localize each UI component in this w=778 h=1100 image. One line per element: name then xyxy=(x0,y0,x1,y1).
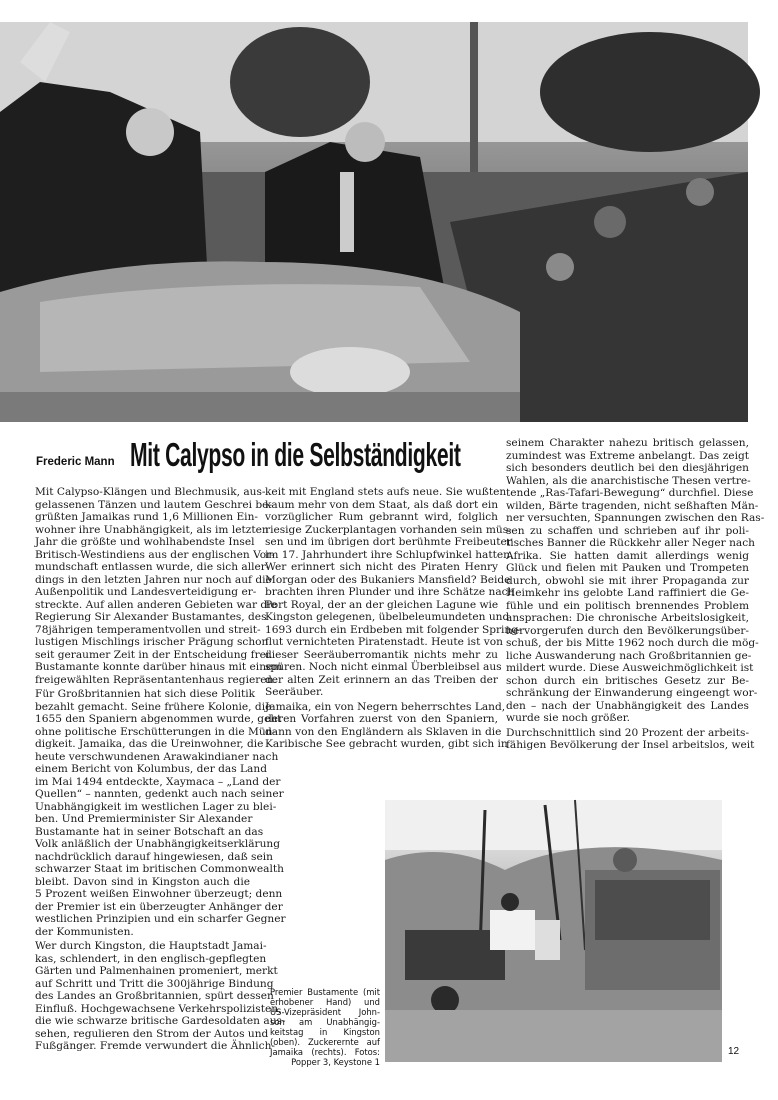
text-line: Morgan oder des Bukaniers Mansfield? Beide xyxy=(265,573,511,586)
text-line: auf Schritt und Tritt die 300jährige Bindung xyxy=(35,977,274,990)
text-line: hervorgerufen durch den Bevölkerungsüber- xyxy=(506,624,749,637)
text-line: der alten Zeit erinnern an das Treiben der xyxy=(265,673,498,686)
text-line: durch, obwohl sie mit ihrer Propaganda zur xyxy=(506,574,749,587)
text-line: 1655 den Spaniern abgenommen wurde, geht xyxy=(35,713,282,725)
text-line: gelassenen Tänzen und lautem Geschrei be- xyxy=(35,498,273,511)
text-line: der Premier ist ein überzeugter Anhänger der xyxy=(35,900,283,913)
paragraph xyxy=(35,688,286,938)
text-line: Seeräuber. xyxy=(265,686,324,698)
text-line: die wie schwarze britische Gardesoldaten aus- xyxy=(35,1015,286,1027)
text-line: Wer durch Kingston, die Hauptstadt Jamai- xyxy=(35,940,267,952)
page-number: 12 xyxy=(728,1046,740,1057)
text-line: der Kommunisten. xyxy=(35,925,134,938)
text-line: Heimkehr ins gelobte Land raffiniert die Ge- xyxy=(506,587,749,599)
paragraph xyxy=(506,437,765,725)
text-line: seinem Charakter nahezu britisch gelassen, xyxy=(506,437,749,449)
paragraph xyxy=(35,940,286,1053)
caption-line: US-Vizepräsident John- xyxy=(270,1007,380,1017)
text-line: Fußgänger. Fremde verwundert die Ähnlich- xyxy=(35,1040,275,1052)
text-line: ohne politische Erschütterungen in die Mün- xyxy=(35,725,277,738)
caption-line: Popper 3, Keystone 1 xyxy=(291,1057,380,1067)
text-line: Außenpolitik und Landesverteidigung er- xyxy=(35,586,257,598)
text-line: Karibische See gebracht wurden, gibt sich in xyxy=(265,738,508,750)
text-line: liche Auswanderung nach Großbritannien ge- xyxy=(506,649,752,662)
caption-line: Premier Bustamente (mit xyxy=(270,987,380,997)
text-line: vorzüglicher Rum gebrannt wird, folglich xyxy=(265,511,498,523)
text-line: Gärten und Palmenhainen promeniert, merkt xyxy=(35,965,278,977)
text-line: tende „Ras-Tafari-Bewegung“ durchfiel. Diese xyxy=(506,487,754,499)
text-line: Britisch-Westindiens aus der englischen Vor- xyxy=(35,548,275,561)
photo-caption xyxy=(270,987,380,1067)
text-line: sehen, regulieren den Strom der Autos und xyxy=(35,1027,269,1040)
text-line: Einfluß. Hochgewachsene Verkehrspolizisten, xyxy=(35,1002,282,1015)
text-line: grüßten Jamaikas rund 1,6 Millionen Ein- xyxy=(35,511,258,523)
text-line: spüren. Noch nicht einmal Überbleibsel aus xyxy=(265,661,502,673)
text-line: wilden, Bärte tragenden, nicht seßhaften Män- xyxy=(506,499,759,512)
text-line: riesige Zuckerplantagen vorhanden sein müs- xyxy=(265,523,512,536)
text-line: deren Vorfahren zuerst von den Spaniern, xyxy=(265,713,498,725)
text-line: einem Bericht von Kolumbus, der das Land xyxy=(35,763,267,775)
text-line: Glück und fielen mit Pauken und Trompeten xyxy=(506,562,749,574)
paragraph xyxy=(265,700,508,751)
text-line: schwarzer Staat im britischen Commonwealth xyxy=(35,863,284,875)
text-line: Durchschnittlich sind 20 Prozent der arbeits- xyxy=(506,726,750,739)
text-line: sen zu schaffen und schrieben auf ihr poli- xyxy=(506,524,749,537)
text-line: im Mai 1494 entdeckte, Xaymaca – „Land der xyxy=(35,775,281,788)
text-line: wurde sie noch größer. xyxy=(506,712,630,724)
text-line: mundschaft entlassen wurde, die sich aller- xyxy=(35,561,270,573)
paragraph xyxy=(35,486,283,686)
text-line: Regierung Sir Alexander Bustamantes, des xyxy=(35,611,267,623)
caption-line: (oben). Zuckerernte auf xyxy=(270,1037,380,1047)
text-line: Port Royal, der an der gleichen Lagune wie xyxy=(265,598,499,611)
text-line: Kingston gelegenen, übelbeleumundeten und xyxy=(265,611,510,623)
text-line: ansprachen: Die chronische Arbeitslosigkeit, xyxy=(506,612,749,624)
text-line: ner versuchten, Spannungen zwischen den Ras- xyxy=(506,512,765,524)
photo-motorcade-kingston xyxy=(0,22,748,422)
text-line: kaum mehr von dem Staat, als daß dort ein xyxy=(265,498,499,511)
caption-line: Jamaika (rechts). Fotos: xyxy=(270,1047,380,1057)
text-line: Wahlen, als die anarchistische Thesen vertre- xyxy=(506,474,751,487)
text-line: fühle und ein politisch brennendes Problem xyxy=(506,599,749,612)
text-line: bleibt. Davon sind in Kingston auch die xyxy=(35,875,250,888)
text-line: dings in den letzten Jahren nur noch auf die xyxy=(35,573,272,586)
text-line: heute verschwundenen Arawakindianer nach xyxy=(35,750,279,763)
text-line: Quellen“ – nannten, gedenkt auch nach seiner xyxy=(35,788,284,800)
text-line: zumindest was Extreme anbelangt. Das zeigt xyxy=(506,449,749,462)
text-line: digkeit. Jamaika, das die Ureinwohner, die xyxy=(35,738,264,750)
text-line: schränkung der Einwanderung eingeengt wor- xyxy=(506,687,758,699)
text-line: Unabhängigkeit im westlichen Lager zu blei- xyxy=(35,800,277,813)
text-line: Bustamante konnte darüber hinaus mit einem xyxy=(35,661,283,673)
text-line: Volk anläßlich der Unabhängigkeitserklärung xyxy=(35,838,281,850)
caption-line: erhobener Hand) und xyxy=(270,997,380,1007)
text-line: nachdrücklich darauf hingewiesen, daß sein xyxy=(35,850,273,863)
text-line: westlichen Prinzipien und ein scharfer Gegner xyxy=(35,913,286,925)
text-line: lustigen Mischlings irischer Prägung schon xyxy=(35,636,269,648)
text-line: sich besonders deutlich bei den diesjährigen xyxy=(506,462,749,474)
text-line: tisches Banner die Rückkehr aller Neger nach xyxy=(506,537,755,549)
article-headline: Mit Calypso in die Selbständigkeit xyxy=(130,436,461,473)
paragraph xyxy=(506,726,755,752)
text-line: Jahr die größte und wohlhabendste Insel xyxy=(35,536,255,548)
text-line: freigewählten Repräsentantenhaus regieren. xyxy=(35,673,277,686)
text-line: brachten ihren Plunder und ihre Schätze nach xyxy=(265,586,515,598)
text-line: sen und im übrigen dort berühmte Freibeuter xyxy=(265,536,512,548)
text-line: flut vernichteten Piratenstadt. Heute ist von xyxy=(265,636,503,648)
text-line: fähigen Bevölkerung der Insel arbeitslos, weit xyxy=(506,739,755,751)
article-column-3 xyxy=(506,437,765,754)
text-line: Afrika. Sie hatten damit allerdings wenig xyxy=(506,549,749,562)
text-line: ben. Und Premierminister Sir Alexander xyxy=(35,813,253,825)
text-line: Für Großbritannien hat sich diese Politik xyxy=(35,688,256,700)
text-line: schuß, der bis Mitte 1962 noch durch die mög- xyxy=(506,637,759,649)
text-line: kas, schlendert, in den englisch-gepflegten xyxy=(35,952,267,965)
caption-line: son am Unabhängig- xyxy=(270,1017,380,1027)
text-line: Bustamante hat in seiner Botschaft an das xyxy=(35,825,264,838)
text-line: im 17. Jahrhundert ihre Schlupfwinkel hatten. xyxy=(265,548,514,561)
text-line: 78jährigen temperamentvollen und streit- xyxy=(35,623,261,636)
text-line: 5 Prozent weißen Einwohner überzeugt; denn xyxy=(35,888,283,900)
text-line: Wer erinnert sich nicht des Piraten Henry xyxy=(265,561,498,573)
article-byline: Frederic Mann xyxy=(36,456,115,468)
text-line: keit mit England stets aufs neue. Sie wußten xyxy=(265,486,507,498)
caption-line: keitstag in Kingston xyxy=(270,1027,380,1037)
text-line: 1693 durch ein Erdbeben mit folgender Spring- xyxy=(265,623,522,636)
article-column-1 xyxy=(35,486,286,1055)
text-line: schon durch ein britisches Gesetz zur Be- xyxy=(506,674,749,687)
text-line: den – nach der Unabhängigkeit des Landes xyxy=(506,699,749,712)
text-line: wohner ihre Unabhängigkeit, als im letzten xyxy=(35,523,269,536)
text-line: des Landes an Großbritannien, spürt dessen xyxy=(35,990,274,1002)
photo-sugarcane-harvest xyxy=(385,800,722,1062)
text-line: Mit Calypso-Klängen und Blechmusik, aus- xyxy=(35,486,266,498)
text-line: seit geraumer Zeit in der Entscheidung frei. xyxy=(35,648,273,661)
article-column-2 xyxy=(265,486,522,753)
text-line: dann von den Engländern als Sklaven in die xyxy=(265,725,502,738)
paragraph xyxy=(265,486,522,699)
text-line: dieser Seeräuberromantik nichts mehr zu xyxy=(265,648,498,661)
text-line: Jamaika, ein von Negern beherrschtes Land, xyxy=(265,700,506,713)
text-line: streckte. Auf allen anderen Gebieten war die xyxy=(35,598,277,611)
text-line: bezahlt gemacht. Seine frühere Kolonie, die xyxy=(35,700,272,713)
text-line: mildert wurde. Diese Ausweichmöglichkeit ist xyxy=(506,662,754,674)
